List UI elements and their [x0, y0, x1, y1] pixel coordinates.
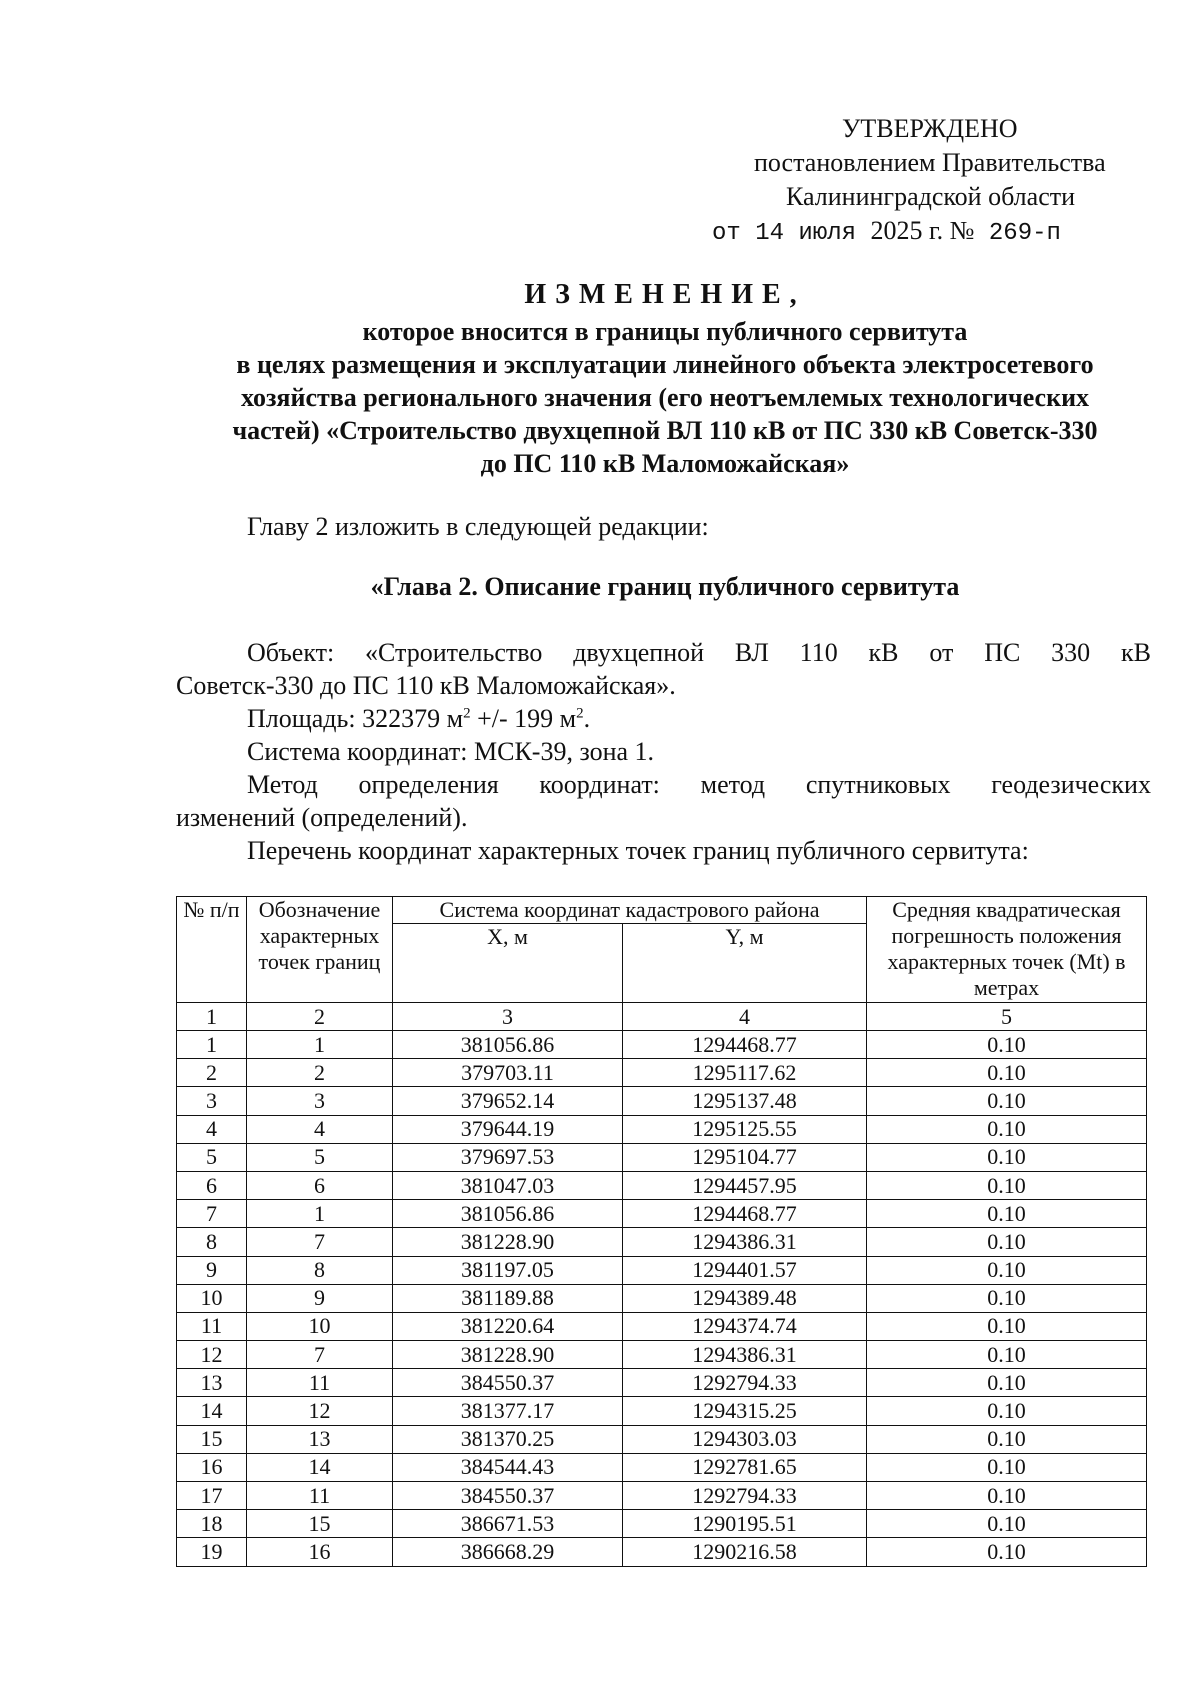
table-row	[177, 1284, 1147, 1312]
object-word: двухцепной	[573, 638, 705, 667]
object-word: Объект:	[247, 638, 335, 667]
row-number: 12	[177, 1341, 247, 1369]
coord-x: 381047.03	[393, 1171, 623, 1199]
table-body	[177, 1031, 1147, 1567]
title-line: в целях размещения и эксплуатации линейного объекта электросетевого	[236, 350, 1094, 379]
method-word: определения	[358, 770, 499, 799]
column-number: 1	[177, 1003, 247, 1031]
mean-error: 0.10	[867, 1087, 1147, 1115]
object-word: «Строительство	[365, 638, 543, 667]
header-designation: Обозначение характерных точек границ	[247, 897, 393, 1003]
coord-y: 1292794.33	[623, 1369, 867, 1397]
method-word: Метод	[247, 770, 318, 799]
coord-y: 1295125.55	[623, 1115, 867, 1143]
point-designation: 6	[247, 1171, 393, 1199]
table-row	[177, 1200, 1147, 1228]
mean-error: 0.10	[867, 1228, 1147, 1256]
coord-y: 1294374.74	[623, 1312, 867, 1340]
point-designation: 7	[247, 1228, 393, 1256]
title-line: хозяйства регионального значения (его неотъемлемых технологических	[240, 383, 1090, 412]
coord-y: 1294389.48	[623, 1284, 867, 1312]
point-designation: 4	[247, 1115, 393, 1143]
header-x: X, м	[393, 924, 623, 1003]
object-first-line	[176, 636, 1151, 669]
object-word: 330	[1051, 638, 1091, 667]
approval-date-line	[712, 214, 1061, 251]
point-designation: 12	[247, 1397, 393, 1425]
point-designation: 7	[247, 1341, 393, 1369]
table-row	[177, 1059, 1147, 1087]
coord-x: 379697.53	[393, 1143, 623, 1171]
row-number: 16	[177, 1453, 247, 1481]
table-row	[177, 1510, 1147, 1538]
document-title	[170, 278, 1160, 480]
coord-x: 381189.88	[393, 1284, 623, 1312]
table-row	[177, 1143, 1147, 1171]
table-row	[177, 1115, 1147, 1143]
coord-y: 1292781.65	[623, 1453, 867, 1481]
point-designation: 15	[247, 1510, 393, 1538]
coord-y: 1290195.51	[623, 1510, 867, 1538]
intro-text: Главу 2 изложить в следующей редакции:	[247, 512, 709, 541]
mean-error: 0.10	[867, 1312, 1147, 1340]
point-designation: 11	[247, 1369, 393, 1397]
chapter-title: «Глава 2. Описание границ публичного сервитута	[370, 572, 960, 601]
approval-date: от 14 июля	[712, 220, 857, 247]
row-number: 15	[177, 1425, 247, 1453]
point-designation: 9	[247, 1284, 393, 1312]
coord-x: 381056.86	[393, 1031, 623, 1059]
point-designation: 11	[247, 1482, 393, 1510]
row-number: 18	[177, 1510, 247, 1538]
table-row	[177, 1171, 1147, 1199]
row-number: 6	[177, 1171, 247, 1199]
object-word: от	[929, 638, 954, 667]
approval-year: 2025 г. №	[870, 216, 975, 245]
header-num: № п/п	[177, 897, 247, 1003]
coord-x: 386668.29	[393, 1538, 623, 1566]
mean-error: 0.10	[867, 1453, 1147, 1481]
area-line	[247, 702, 590, 735]
coord-x: 384550.37	[393, 1482, 623, 1510]
mean-error: 0.10	[867, 1171, 1147, 1199]
row-number: 4	[177, 1115, 247, 1143]
area-sup: 2	[576, 705, 584, 722]
row-number: 1	[177, 1031, 247, 1059]
row-number: 19	[177, 1538, 247, 1566]
point-designation: 16	[247, 1538, 393, 1566]
table-row	[177, 1453, 1147, 1481]
method-paragraph	[176, 768, 1151, 834]
coord-y: 1294468.77	[623, 1031, 867, 1059]
title-main: ИЗМЕНЕНИЕ,	[524, 279, 806, 310]
mean-error: 0.10	[867, 1369, 1147, 1397]
row-number: 17	[177, 1482, 247, 1510]
table-row	[177, 1087, 1147, 1115]
method-word: спутниковых	[805, 770, 951, 799]
approval-authority: постановлением Правительства	[754, 148, 1106, 177]
coord-x: 381370.25	[393, 1425, 623, 1453]
mean-error: 0.10	[867, 1200, 1147, 1228]
object-word: кВ	[1121, 638, 1151, 667]
table-row	[177, 1031, 1147, 1059]
object-paragraph	[176, 636, 1151, 702]
method-word: координат:	[539, 770, 660, 799]
mean-error: 0.10	[867, 1397, 1147, 1425]
column-number: 3	[393, 1003, 623, 1031]
coord-x: 381228.90	[393, 1341, 623, 1369]
area-sup: 2	[463, 705, 471, 722]
mean-error: 0.10	[867, 1059, 1147, 1087]
row-number: 11	[177, 1312, 247, 1340]
coord-x: 381197.05	[393, 1256, 623, 1284]
approval-heading: УТВЕРЖДЕНО	[842, 114, 1018, 143]
coord-y: 1292794.33	[623, 1482, 867, 1510]
header-error: Средняя квадратическая погрешность положения характерных точек (Mt) в метрах	[867, 897, 1147, 1003]
row-number: 2	[177, 1059, 247, 1087]
column-number: 2	[247, 1003, 393, 1031]
method-first-line	[176, 768, 1151, 801]
coord-x: 386671.53	[393, 1510, 623, 1538]
coord-x: 381220.64	[393, 1312, 623, 1340]
point-designation: 2	[247, 1059, 393, 1087]
coord-x: 379703.11	[393, 1059, 623, 1087]
point-designation: 13	[247, 1425, 393, 1453]
point-designation: 1	[247, 1200, 393, 1228]
mean-error: 0.10	[867, 1256, 1147, 1284]
row-number: 3	[177, 1087, 247, 1115]
coord-y: 1294386.31	[623, 1341, 867, 1369]
point-designation: 8	[247, 1256, 393, 1284]
approval-number: 269-п	[988, 220, 1061, 247]
table-row	[177, 1397, 1147, 1425]
coord-x: 379652.14	[393, 1087, 623, 1115]
table-row	[177, 1538, 1147, 1566]
method-continuation: изменений (определений).	[176, 803, 468, 832]
point-designation: 5	[247, 1143, 393, 1171]
coord-y: 1295104.77	[623, 1143, 867, 1171]
column-number: 4	[623, 1003, 867, 1031]
coordinates-table	[176, 896, 1147, 1567]
method-word: метод	[700, 770, 766, 799]
coord-y: 1290216.58	[623, 1538, 867, 1566]
row-number: 14	[177, 1397, 247, 1425]
object-word: ПС	[984, 638, 1021, 667]
table-row	[177, 1228, 1147, 1256]
coord-y: 1295117.62	[623, 1059, 867, 1087]
title-line: которое вносится в границы публичного сервитута	[362, 317, 968, 346]
coord-system-line: Система координат: МСК-39, зона 1.	[247, 737, 655, 766]
object-word: 110	[799, 638, 838, 667]
point-designation: 14	[247, 1453, 393, 1481]
table-row	[177, 1425, 1147, 1453]
table-row	[177, 1482, 1147, 1510]
mean-error: 0.10	[867, 1031, 1147, 1059]
mean-error: 0.10	[867, 1538, 1147, 1566]
table-row	[177, 1341, 1147, 1369]
mean-error: 0.10	[867, 1143, 1147, 1171]
point-designation: 3	[247, 1087, 393, 1115]
title-line: до ПС 110 кВ Маломожайская»	[480, 449, 850, 478]
row-number: 5	[177, 1143, 247, 1171]
object-word: кВ	[868, 638, 899, 667]
column-number: 5	[867, 1003, 1147, 1031]
area-suffix: .	[583, 704, 591, 733]
mean-error: 0.10	[867, 1284, 1147, 1312]
row-number: 9	[177, 1256, 247, 1284]
table-row	[177, 1312, 1147, 1340]
coord-y: 1294386.31	[623, 1228, 867, 1256]
coord-x: 381377.17	[393, 1397, 623, 1425]
coord-x: 384550.37	[393, 1369, 623, 1397]
method-word: геодезических	[991, 770, 1151, 799]
area-prefix: Площадь: 322379 м	[247, 704, 464, 733]
coord-x: 381056.86	[393, 1200, 623, 1228]
point-designation: 1	[247, 1031, 393, 1059]
object-word: ВЛ	[734, 638, 769, 667]
point-designation: 10	[247, 1312, 393, 1340]
row-number: 8	[177, 1228, 247, 1256]
coord-y: 1295137.48	[623, 1087, 867, 1115]
coord-y: 1294468.77	[623, 1200, 867, 1228]
object-continuation: Советск-330 до ПС 110 кВ Маломожайская».	[176, 671, 676, 700]
title-line: частей) «Строительство двухцепной ВЛ 110 кВ от ПС 330 кВ Советск-330	[232, 416, 1098, 445]
row-number: 10	[177, 1284, 247, 1312]
mean-error: 0.10	[867, 1482, 1147, 1510]
mean-error: 0.10	[867, 1510, 1147, 1538]
area-middle: +/- 199 м	[470, 704, 577, 733]
row-number: 7	[177, 1200, 247, 1228]
header-y: Y, м	[623, 924, 867, 1003]
approval-region: Калининградской области	[786, 182, 1076, 211]
coord-x: 384544.43	[393, 1453, 623, 1481]
table-row	[177, 1256, 1147, 1284]
coord-y: 1294303.03	[623, 1425, 867, 1453]
table-row	[177, 1369, 1147, 1397]
coord-x: 381228.90	[393, 1228, 623, 1256]
row-number: 13	[177, 1369, 247, 1397]
coord-y: 1294401.57	[623, 1256, 867, 1284]
coord-y: 1294315.25	[623, 1397, 867, 1425]
list-intro: Перечень координат характерных точек границ публичного сервитута:	[247, 836, 1029, 865]
mean-error: 0.10	[867, 1341, 1147, 1369]
mean-error: 0.10	[867, 1115, 1147, 1143]
coord-x: 379644.19	[393, 1115, 623, 1143]
header-system: Система координат кадастрового района	[393, 897, 867, 924]
mean-error: 0.10	[867, 1425, 1147, 1453]
coord-y: 1294457.95	[623, 1171, 867, 1199]
